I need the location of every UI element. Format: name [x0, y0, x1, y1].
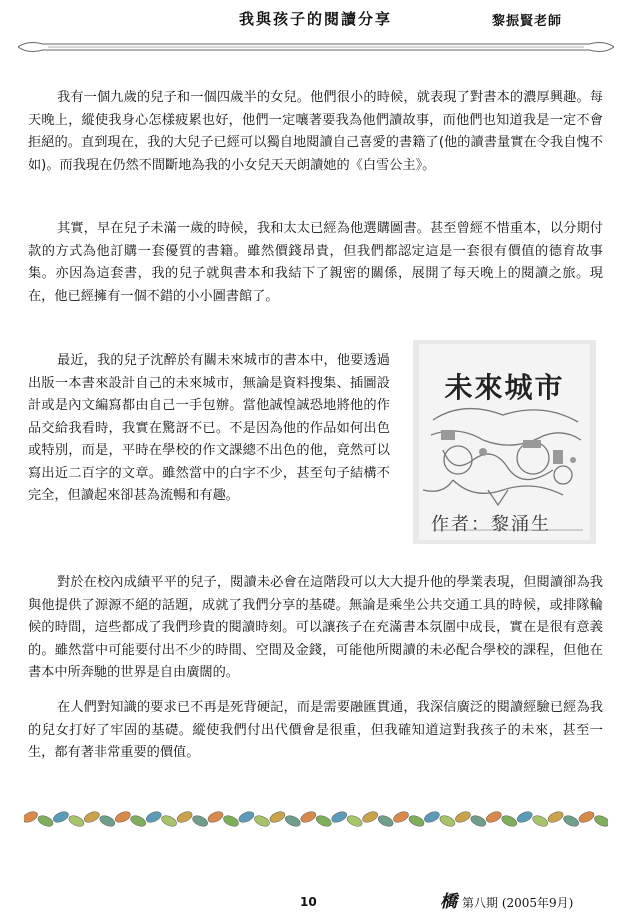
- leaf-icon: [237, 810, 255, 825]
- article-author: 黎振賢老師: [492, 14, 563, 29]
- header-divider: [18, 36, 614, 58]
- leaf-icon: [392, 810, 410, 825]
- leaf-icon: [222, 814, 240, 829]
- leaf-icon: [191, 814, 209, 829]
- leaf-icon: [36, 814, 54, 829]
- leaf-icon: [577, 810, 595, 825]
- leaf-icon: [438, 814, 456, 829]
- leaf-icon: [145, 810, 163, 825]
- paragraph-2: 其實，早在兒子未滿一歲的時候，我和太太已經為他選購圖書。甚至曾經不惜重本，以分期付款的方式為他訂購一套優質的書籍。雖然價錢昂貴，但我們都認定這是一套很有價值的德育故事集。亦因為這套書，我的兒子就與書本和我結下了親密的關係，展開了每天晚上的閱讀之旅。現在，他已經擁有一個不錯的小小圖書館了。: [28, 221, 603, 304]
- leaf-icon: [361, 810, 379, 825]
- child-drawing: [413, 340, 596, 544]
- leaf-icon: [593, 814, 608, 829]
- leaf-icon: [268, 810, 286, 825]
- leaf-icon: [407, 814, 425, 829]
- paragraph-5: 在人們對知識的要求已不再是死背硬記，而是需要融匯貫通，我深信廣泛的閱讀經驗已經為我的兒女打好了牢固的基礎。縱使我們付出代價會是很重，但我確知道這對我孩子的未來，甚至一生，都有著非常重要的價值。: [28, 700, 603, 760]
- paragraph-3: 最近，我的兒子沈醉於有關未來城市的書本中，他要透過出版一本書來設計自己的未來城市，無論是資料搜集、插圖設計或是內文編寫都由自己一手包辦。當他誠惶誠恐地將他的作品交給我看時，我實在驚訝不已。不是因為他的作品如何出色或特別，而是，平時在學校的作文課總不出色的他，竟然可以寫出近二百字的文章。雖然當中的白字不少，甚至句子結構不完全，但讀起來卻甚為流暢和有趣。: [28, 353, 390, 503]
- leaf-icon: [83, 810, 101, 825]
- leaf-icon: [284, 814, 302, 829]
- leaf-icon: [531, 814, 549, 829]
- paragraph-4: 對於在校內成績平平的兒子，閱讀未必會在這階段可以大大提升他的學業表現，但閱讀卻為我與他提供了源源不絕的話題，成就了我們分享的基礎。無論是乘坐公共交通工具的時候，或排隊輪候的時間，這些都成了我們珍貴的閱讀時刻。可以讓孩子在充滿書本氛圍中成長，實在是很有意義的。雖然當中可能要付出不少的時間、空間及金錢，可能他所閱讀的未必配合學校的課程，但他在書本中所奔馳的世界是自由廣闊的。: [28, 575, 603, 680]
- leaf-icon: [516, 810, 534, 825]
- leaf-icon: [469, 814, 487, 829]
- leaf-icon: [500, 814, 518, 829]
- article-title: 我與孩子的閱讀分享: [238, 10, 392, 28]
- leaf-icon: [299, 810, 317, 825]
- issue-logo: 橋: [440, 892, 457, 912]
- page-number: 10: [300, 895, 317, 909]
- leaf-icon: [330, 810, 348, 825]
- leaf-icon: [129, 814, 147, 829]
- leaf-icon: [423, 810, 441, 825]
- leaf-icon: [562, 814, 580, 829]
- leaf-icon: [546, 810, 564, 825]
- paragraph-1: 我有一個九歲的兒子和一個四歲半的女兒。他們很小的時候，就表現了對書本的濃厚興趣。每天晚上，縱使我身心怎樣疲累也好，他們一定嚷著要我為他們讀故事，而他們也知道我是一定不會拒絕的。直到現在，我的大兒子已經可以獨自地閱讀自己喜愛的書籍了(他的讀書量實在令我自愧不如)。而我現在仍然不間斷地為我的小女兒天天朗讀她的《白雪公主》。: [28, 90, 603, 173]
- leaf-icon: [160, 814, 178, 829]
- leaf-icon: [345, 814, 363, 829]
- drawing-title: 未來城市: [444, 371, 565, 404]
- leaf-icon: [24, 810, 39, 825]
- leaf-icon: [67, 814, 85, 829]
- leaf-icon: [253, 814, 271, 829]
- issue-text: 第八期 (2005年9月): [462, 896, 574, 910]
- drawing-author: 作者：黎涌生: [431, 514, 551, 535]
- leaf-icon: [376, 814, 394, 829]
- leaf-icon: [114, 810, 132, 825]
- leaf-icon: [98, 814, 116, 829]
- leaf-icon: [454, 810, 472, 825]
- leaf-icon: [485, 810, 503, 825]
- leaf-icon: [315, 814, 333, 829]
- leaf-icon: [52, 810, 70, 825]
- leaf-border-decoration: [24, 808, 608, 830]
- leaf-icon: [206, 810, 224, 825]
- issue-info: [440, 887, 573, 912]
- leaf-icon: [175, 810, 193, 825]
